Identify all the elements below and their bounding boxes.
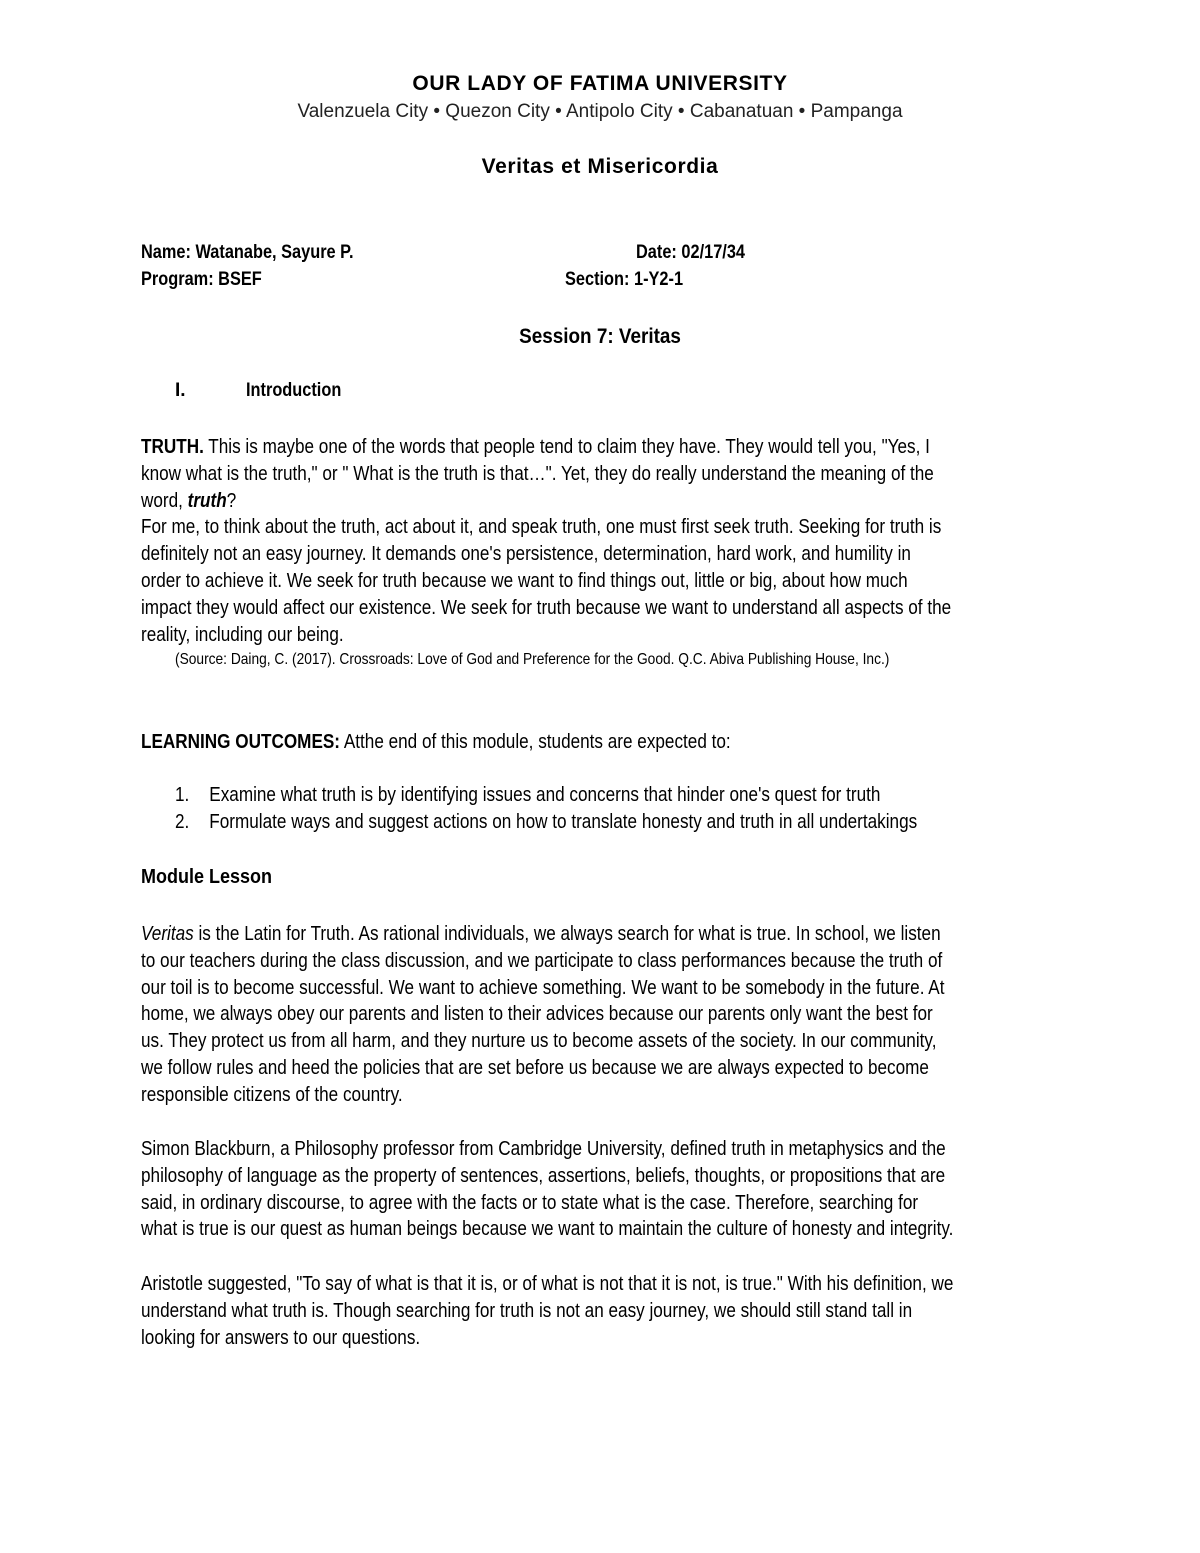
truth-label: TRUTH. <box>141 436 204 458</box>
paragraph-line: Simon Blackburn, a Philosophy professor from Cambridge University, defined truth in metaphysics and the <box>141 1138 946 1160</box>
paragraph-line: looking for answers to our questions. <box>141 1326 421 1349</box>
source-citation: (Source: Daing, C. (2017). Crossroads: Love of God and Preference for the Good. Q.C. Abiva Publishing House, Inc.) <box>175 651 890 668</box>
learning-outcomes-label: LEARNING OUTCOMES: <box>141 731 341 753</box>
paragraph-line: us. They protect us from all harm, and they nurture us to become assets of the society. In our community, <box>141 1030 937 1053</box>
section-title-introduction: Introduction <box>246 380 342 401</box>
veritas-emphasis: Veritas <box>141 923 194 945</box>
student-section: Section: 1-Y2-1 <box>565 269 684 290</box>
student-name: Name: Watanabe, Sayure P. <box>141 242 354 263</box>
section-numeral: I. <box>175 380 186 401</box>
session-title: Session 7: Veritas <box>519 325 681 348</box>
list-item <box>175 811 946 838</box>
paragraph-line: responsible citizens of the country. <box>141 1083 403 1106</box>
submission-date: Date: 02/17/34 <box>636 242 746 263</box>
introduction-text <box>141 434 951 648</box>
paragraph-line: we follow rules and heed the policies that are set before us because we are always expected to become <box>141 1056 929 1079</box>
module-paragraph-2 <box>141 1136 953 1243</box>
paragraph-line: what is true is our quest as human beings because we want to maintain the culture of honesty and integrity. <box>141 1218 954 1241</box>
module-paragraph-3 <box>141 1271 953 1351</box>
university-title: OUR LADY OF FATIMA UNIVERSITY <box>412 72 788 95</box>
student-program: Program: BSEF <box>141 269 262 290</box>
intro-line: impact they would affect our existence. We seek for truth because we want to understand all aspects of the <box>141 596 952 619</box>
list-text: Formulate ways and suggest actions on how to translate honesty and truth in all undertakings <box>209 811 918 833</box>
paragraph-line: understand what truth is. Though searching for truth is not an easy journey, we should still stand tall in <box>141 1299 913 1322</box>
module-paragraph-1 <box>141 921 944 1109</box>
list-text: Examine what truth is by identifying issues and concerns that hinder one's quest for truth <box>209 784 881 806</box>
paragraph-line: our toil is to become successful. We want to achieve something. We want to be somebody in the future. At <box>141 976 945 999</box>
campus-list: Valenzuela City • Quezon City • Antipolo City • Cabanatuan • Pampanga <box>297 101 903 122</box>
paragraph-line: Aristotle suggested, "To say of what is that it is, or of what is not that it is not, is true." With his definition, we <box>141 1273 954 1295</box>
intro-line: know what is the truth," or " What is the truth is that…". Yet, they do really understand the meaning of the <box>141 462 934 485</box>
paragraph-line: philosophy of language as the property of sentences, assertions, beliefs, thoughts, or propositions that are <box>141 1164 946 1187</box>
intro-line: TRUTH. This is maybe one of the words that people tend to claim they have. They would tell you, "Yes, I <box>141 436 930 458</box>
intro-line: definitely not an easy journey. It demands one's persistence, determination, hard work, and humility in <box>141 543 911 566</box>
module-lesson-heading: Module Lesson <box>141 866 273 888</box>
paragraph-line: Veritas is the Latin for Truth. As rational individuals, we always search for what is true. In school, we listen <box>141 923 941 945</box>
intro-line: order to achieve it. We seek for truth because we want to find things out, little or big, about how much <box>141 569 908 592</box>
list-number: 1. <box>175 784 190 806</box>
list-number: 2. <box>175 811 190 833</box>
intro-line: reality, including our being. <box>141 623 344 646</box>
truth-emphasis: truth <box>187 489 227 512</box>
list-item <box>175 784 946 811</box>
intro-line: word, truth? <box>141 489 237 512</box>
intro-line: For me, to think about the truth, act about it, and speak truth, one must first seek truth. Seeking for truth is <box>141 516 942 539</box>
university-motto: Veritas et Misericordia <box>481 155 719 178</box>
paragraph-line: home, we always obey our parents and listen to their advices because our parents only want the best for <box>141 1003 933 1026</box>
paragraph-line: said, in ordinary discourse, to agree with the facts or to state what is the case. Therefore, searching for <box>141 1191 919 1214</box>
paragraph-line: to our teachers during the class discussion, and we participate to class performances because the truth of <box>141 949 943 972</box>
learning-outcomes-intro: LEARNING OUTCOMES: Atthe end of this module, students are expected to: <box>141 731 731 753</box>
